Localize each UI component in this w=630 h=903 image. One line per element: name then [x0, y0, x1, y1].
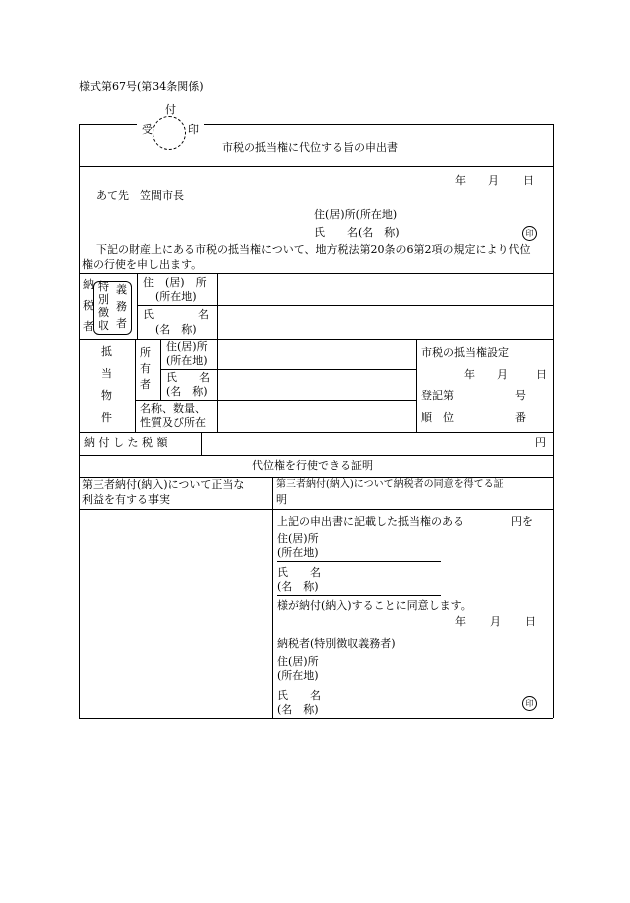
- divider: [79, 432, 553, 433]
- consent-yen: 円を: [511, 515, 533, 528]
- signer-name-label-1: 氏 名: [277, 689, 321, 702]
- divider: [79, 273, 553, 274]
- divider: [217, 273, 218, 339]
- consent-year: 年: [455, 615, 466, 628]
- consent-address-underline: [277, 561, 441, 562]
- receipt-circle: [152, 116, 186, 150]
- divider: [79, 509, 553, 510]
- special-char-1: 特: [98, 280, 109, 293]
- applicant-seal: 印: [522, 226, 537, 241]
- intro-line1: 下記の財産上にある市税の抵当権について、地方税法第20条の6第2項の規定により代位: [96, 243, 531, 256]
- special-char-2: 別: [98, 293, 109, 306]
- form-number: 様式第67号(第34条関係): [79, 80, 204, 93]
- consent-name-underline: [277, 595, 441, 596]
- consent-day: 日: [525, 615, 536, 628]
- consent-address-label-2: (所在地): [277, 546, 319, 559]
- third-party-fact-line2: 利益を有する事実: [82, 493, 170, 506]
- taxpayer-name-label-1: 氏 名: [143, 308, 209, 321]
- property-desc-label-1: 名称、数量、: [140, 402, 206, 415]
- rank-label: 順 位: [421, 411, 454, 424]
- taxpayer-char-1: 納: [83, 278, 94, 291]
- divider: [137, 273, 138, 339]
- frame-top-right: [204, 124, 553, 125]
- divider: [79, 166, 553, 167]
- frame-bottom: [79, 718, 553, 719]
- obligation-char-3: 者: [116, 317, 127, 330]
- date-month: 月: [488, 174, 499, 187]
- consent-address-label-1: 住(居)所: [277, 532, 319, 545]
- tax-amount-unit: 円: [535, 436, 546, 449]
- registration-number-suffix: 号: [515, 389, 526, 402]
- frame-right: [553, 124, 554, 718]
- obligation-char-2: 務: [116, 300, 127, 313]
- mortgage-setting-label: 市税の抵当権設定: [421, 346, 509, 359]
- intro-line2: 権の行使を申し出ます。: [82, 258, 203, 271]
- property-char-2: 当: [101, 367, 112, 380]
- divider: [79, 339, 553, 340]
- consent-proof-line1: 第三者納付(納入)について納税者の同意を得てる証: [276, 479, 504, 490]
- frame-left: [79, 124, 80, 718]
- mortgage-year: 年: [464, 368, 475, 381]
- addressee: あて先 笠間市長: [96, 189, 184, 202]
- property-char-4: 件: [101, 411, 112, 424]
- consent-line1: 上記の申出書に記載した抵当権のある: [277, 515, 464, 528]
- mortgage-day: 日: [536, 368, 547, 381]
- taxpayer-char-2: 税: [83, 299, 94, 312]
- divider: [217, 339, 218, 432]
- property-char-1: 抵: [101, 345, 112, 358]
- frame-top-left: [79, 124, 137, 125]
- rank-suffix: 番: [515, 411, 526, 424]
- divider: [416, 339, 417, 432]
- signer-address-label-2: (所在地): [277, 669, 319, 682]
- receipt-right: 印: [188, 123, 199, 136]
- divider: [201, 432, 202, 455]
- consent-proof-line2: 明: [276, 493, 287, 506]
- owner-char-1: 所: [140, 346, 151, 359]
- owner-char-3: 者: [140, 378, 151, 391]
- registration-label: 登記第: [421, 389, 454, 402]
- taxpayer-address-label-2: (所在地): [155, 290, 197, 303]
- divider: [137, 305, 553, 306]
- signer-name-label-2: (名 称): [277, 703, 319, 716]
- signer-address-label-1: 住(居)所: [277, 655, 319, 668]
- owner-name-label-1: 氏 名: [166, 371, 210, 384]
- receipt-left: 受: [142, 123, 153, 136]
- owner-address-label-2: (所在地): [166, 354, 208, 367]
- tax-amount-label: 納 付 し た 税 額: [84, 436, 168, 449]
- consent-agree: 様が納付(納入)することに同意します。: [277, 599, 472, 612]
- divider: [135, 400, 416, 401]
- owner-name-label-2: (名 称): [166, 385, 208, 398]
- date-year: 年: [455, 174, 466, 187]
- consent-month: 月: [490, 615, 501, 628]
- signer-seal: 印: [522, 696, 537, 711]
- divider: [272, 477, 273, 718]
- taxpayer-name-label-2: (名 称): [155, 323, 197, 336]
- applicant-address-label: 住(居)所(所在地): [314, 208, 398, 221]
- divider: [79, 455, 553, 456]
- consent-name-label-1: 氏 名: [277, 566, 321, 579]
- form-title: 市税の抵当権に代位する旨の申出書: [222, 141, 398, 154]
- taxpayer-address-label-1: 住 (居) 所: [143, 276, 207, 289]
- divider: [135, 339, 136, 432]
- certificate-heading: 代位権を行使できる証明: [252, 459, 373, 472]
- signer-title: 納税者(特別徴収義務者): [277, 637, 396, 650]
- mortgage-month: 月: [497, 368, 508, 381]
- applicant-name-label: 氏 名(名 称): [314, 226, 400, 239]
- obligation-char-1: 義: [116, 283, 127, 296]
- third-party-fact-line1: 第三者納付(納入)について正当な: [82, 478, 245, 491]
- consent-name-label-2: (名 称): [277, 580, 319, 593]
- property-desc-label-2: 性質及び所在: [140, 416, 206, 429]
- special-char-4: 収: [98, 319, 109, 332]
- owner-char-2: 有: [140, 362, 151, 375]
- divider: [160, 369, 416, 370]
- receipt-top: 付: [165, 103, 176, 116]
- property-char-3: 物: [101, 389, 112, 402]
- special-char-3: 徴: [98, 306, 109, 319]
- date-day: 日: [523, 174, 534, 187]
- owner-address-label-1: 住(居)所: [166, 340, 208, 353]
- taxpayer-char-3: 者: [83, 320, 94, 333]
